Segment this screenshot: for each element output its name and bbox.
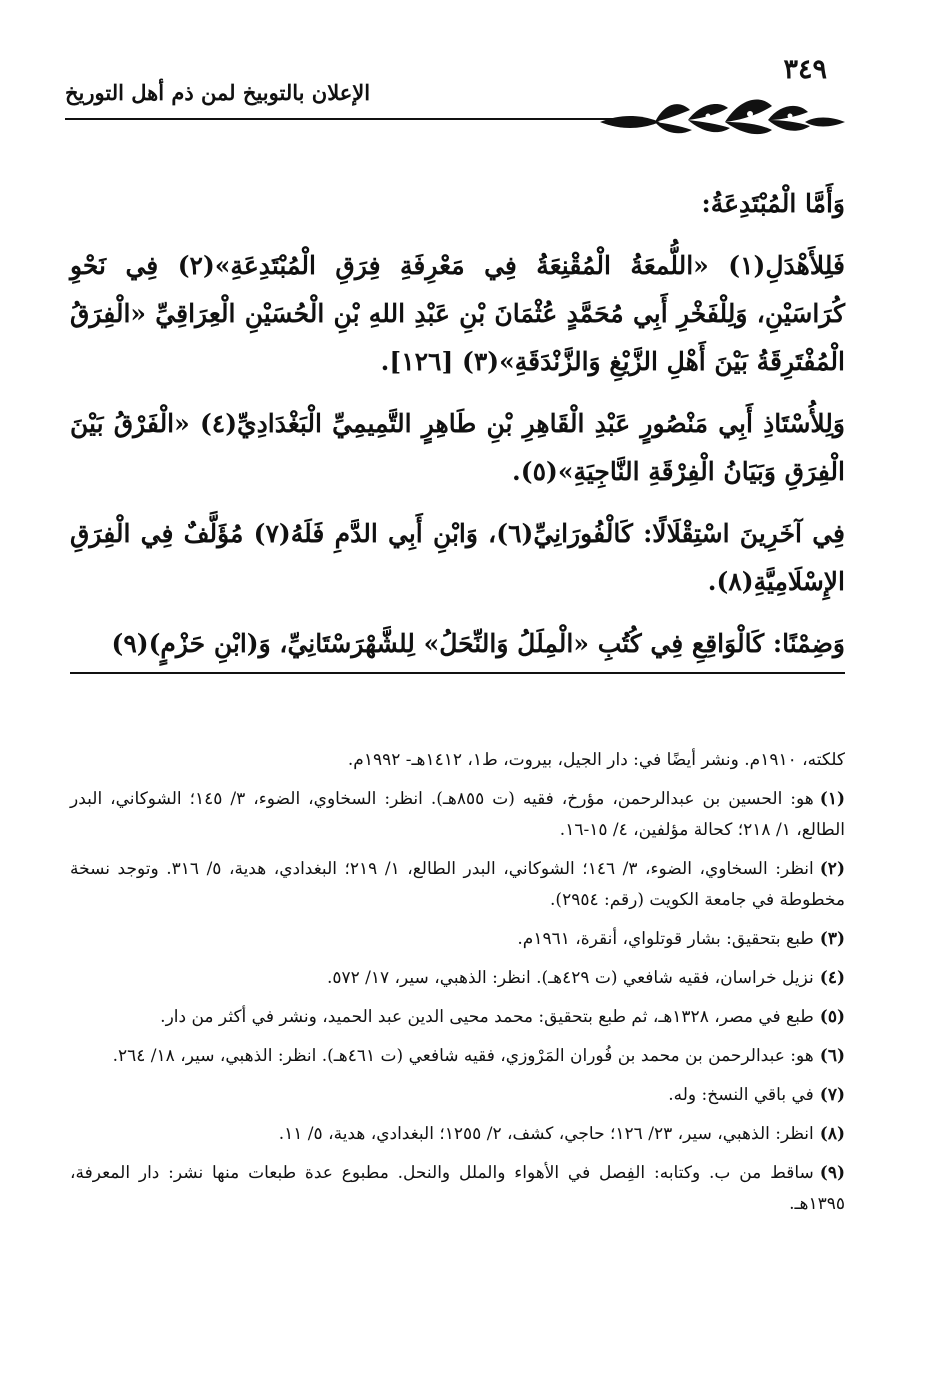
main-text	[70, 180, 845, 688]
paragraph-1: فَلِلأَهْدَلِ(١) «اللُّمعَةُ الْمُقْنِعَةُ فِي مَعْرِفَةِ فِرَقِ الْمُبْتَدِعَةِ»(٢) فِي نَحْوِ كُرَاسَيْنِ، وَلِلْفَخْرِ أَبِي مُحَمَّدٍ عُثْمَانَ بْنِ عَبْدِ اللهِ بْنِ الْحُسَيْنِ الْعِرَاقِيِّ «الْفِرَقُ الْمُفْتَرِقَةُ بَيْنَ أَهْلِ الزَّيْغِ وَالزَّنْدَقَةِ»(٣) [١٢٦].	[70, 251, 845, 376]
footnotes	[70, 745, 845, 1228]
footnote	[70, 963, 845, 994]
section-heading: وَأَمَّا الْمُبْتَدِعَةُ:	[701, 189, 845, 218]
footnote	[70, 1119, 845, 1150]
footnote-text: هو: عبدالرحمن بن محمد بن فُوران المَرْوزي، فقيه شافعي (ت ٤٦١هـ). انظر: الذهبي، سير، ١٨/ ٢٦٤.	[112, 1046, 814, 1066]
footnote-number: (٤)	[819, 968, 845, 988]
footnote-number: (٨)	[819, 1124, 845, 1144]
paragraph-2: وَلِلأُسْتَاذِ أَبِي مَنْصُورٍ عَبْدِ الْقَاهِرِ بْنِ طَاهِرٍ التَّمِيمِيِّ الْبَغْدَادِيِّ(٤) «الْفَرْقُ بَيْنَ الْفِرَقِ وَبَيَانُ الْفِرْقَةِ النَّاجِيَةِ»(٥).	[70, 409, 845, 486]
footnote	[70, 1158, 845, 1220]
footnote-text: طبع في مصر، ١٣٢٨هـ، ثم طبع بتحقيق: محمد محيى الدين عبد الحميد، ونشر في أكثر من دار.	[160, 1007, 814, 1027]
paragraph-4: وَضِمْنًا: كَالْوَاقِعِ فِي كُتُبِ «الْمِلَلُ وَالنِّحَلُ» لِلشَّهْرَسْتَانِيِّ، وَ(ابْنِ حَزْمٍ)(٩)	[70, 620, 845, 674]
header-rule	[65, 118, 625, 120]
footnote-number: (٥)	[819, 1007, 845, 1027]
footnote-number: (٢)	[819, 859, 845, 879]
floral-ornament	[600, 92, 845, 138]
footnote	[70, 854, 845, 916]
page-number: ٣٤٩	[783, 54, 827, 85]
footnote-text: ساقط من ب. وكتابه: الفِصل في الأهواء والملل والنحل. مطبوع عدة طبعات منها نشر: دار المعرفة، ١٣٩٥هـ.	[70, 1163, 845, 1214]
footnote	[70, 1041, 845, 1072]
footnote-number: (٧)	[819, 1085, 845, 1105]
footnote-text: في باقي النسخ: وله.	[668, 1085, 814, 1105]
footnote	[70, 1080, 845, 1111]
footnote	[70, 1002, 845, 1033]
footnote-text: هو: الحسين بن عبدالرحمن، مؤرخ، فقيه (ت ٨٥٥هـ). انظر: السخاوي، الضوء، ٣/ ١٤٥؛ الشوكاني، البدر الطالع، ١/ ٢١٨؛ كحالة مؤلفين، ٤/ ١٥-١٦.	[70, 789, 845, 840]
footnote-number: (٦)	[819, 1046, 845, 1066]
footnote-text: نزيل خراسان، فقيه شافعي (ت ٤٢٩هـ). انظر: الذهبي، سير، ١٧/ ٥٧٢.	[326, 968, 814, 988]
page-header	[65, 54, 845, 138]
running-title: الإعلان بالتوبيخ لمن ذم أهل التوريخ	[65, 80, 371, 105]
footnote-number: (٣)	[819, 929, 845, 949]
paragraph-3: فِي آخَرِينَ اسْتِقْلَالًا: كَالْفُورَانِيِّ(٦)، وَابْنِ أَبِي الدَّمِ فَلَهُ(٧) مُؤَلَّفٌ فِي الْفِرَقِ الإِسْلَامِيَّةِ(٨).	[70, 519, 845, 596]
footnote	[70, 784, 845, 846]
footnote-text: انظر: الذهبي، سير، ٢٣/ ١٢٦؛ حاجي، كشف، ٢/ ١٢٥٥؛ البغدادي، هدية، ٥/ ١١.	[278, 1124, 814, 1144]
footnote	[70, 924, 845, 955]
footnote-continuation: كلكته، ١٩١٠م. ونشر أيضًا في: دار الجيل، بيروت، ط١، ١٤١٢هـ- ١٩٩٢م.	[347, 750, 845, 770]
footnote-text: انظر: السخاوي، الضوء، ٣/ ١٤٦؛ الشوكاني، البدر الطالع، ١/ ٢١٩؛ البغدادي، هدية، ٥/ ٣١٦. وتوجد نسخة مخطوطة في جامعة الكويت (رقم: ٢٩٥٤).	[70, 859, 845, 910]
footnote-text: طبع بتحقيق: بشار قوتلواي، أنقرة، ١٩٦١م.	[517, 929, 814, 949]
footnote-number: (١)	[819, 789, 845, 809]
footnote-number: (٩)	[819, 1163, 845, 1183]
